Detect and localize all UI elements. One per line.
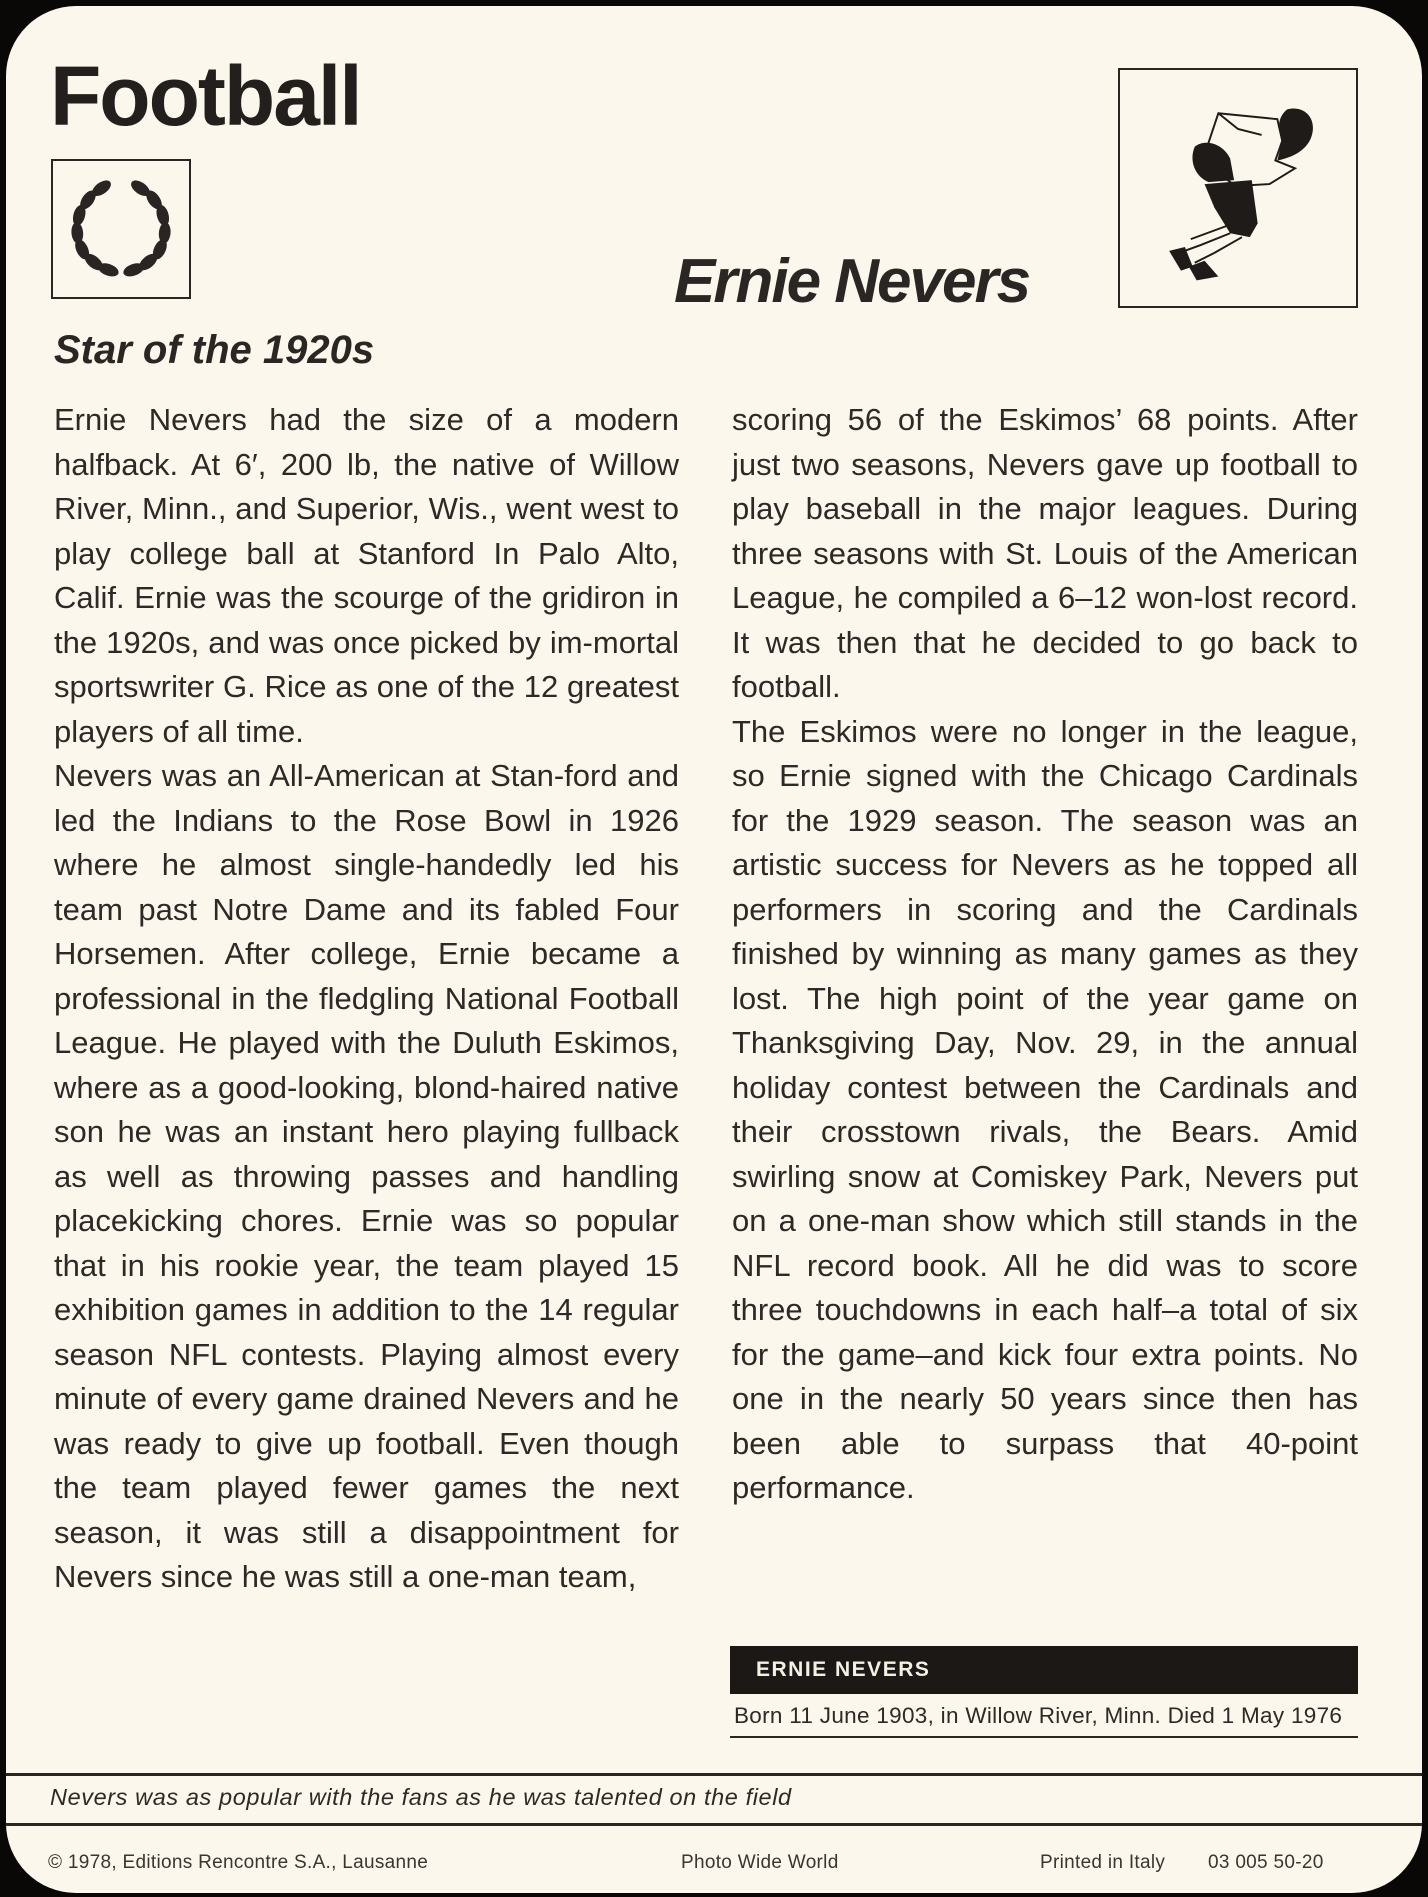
paragraph: Nevers was an All-American at Stan-ford and led the Indians to the Rose Bowl in 1926 where he almost single-handedly led his team past Notre Dame and its fabled Four Horsemen. After college, Ernie became a professional in the fledgling National Football League. He played with the Duluth Eskimos, where as a good-looking, blond-haired native son he was an instant hero playing fullback as well as throwing passes and handling placekicking chores. Ernie was so popular that in his rookie year, the team played 15 exhibition games in addition to the 14 regular season NFL contests. Playing almost every minute of every game drained Nevers and he was ready to give up football. Even though the team played fewer games the next season, it was still a disappointment for Nevers since he was still a one-man team,: [54, 758, 679, 1594]
subtitle: Star of the 1920s: [54, 328, 375, 372]
body-column-left: [54, 398, 679, 1600]
bio-box: [730, 1646, 1358, 1738]
laurel-wreath-icon-graphic: [53, 161, 189, 297]
card-code: 03 005 50-20: [1208, 1852, 1324, 1873]
paragraph: Ernie Nevers had the size of a modern halfback. At 6′, 200 lb, the native of Willow River, Minn., and Superior, Wis., went west to play college ball at Stanford In Palo Alto, Calif. Ernie was the scourge of the gridiron in the 1920s, and was once picked by im-mortal sportswriter G. Rice as one of the 12 greatest players of all time.: [54, 402, 679, 749]
sport-title: Football: [50, 49, 361, 143]
copyright-notice: © 1978, Editions Rencontre S.A., Lausanne: [48, 1852, 429, 1873]
football-player-figure-icon: [1118, 68, 1358, 308]
trading-card: [6, 6, 1422, 1893]
player-name: Ernie Nevers: [674, 247, 1030, 316]
football-player-figure-graphic: [1120, 70, 1356, 306]
divider: [6, 1773, 1422, 1776]
photo-credit: Photo Wide World: [681, 1852, 839, 1873]
paragraph: The Eskimos were no longer in the league, so Ernie signed with the Chicago Cardinals for the 1929 season. The season was an artistic success for Nevers as he topped all performers in scoring and the Cardinals finished by winning as many games as they lost. The high point of the year game on Thanksgiving Day, Nov. 29, in the annual holiday contest between the Cardinals and their crosstown rivals, the Bears. Amid swirling snow at Comiskey Park, Nevers put on a one-man show which still stands in the NFL record book. All he did was to score three touchdowns in each half–a total of six for the game–and kick four extra points. No one in the nearly 50 years since then has been able to surpass that 40-point performance.: [732, 713, 1358, 1505]
printed-in: Printed in Italy: [1040, 1852, 1166, 1873]
photo-caption: Nevers was as popular with the fans as he was talented on the field: [50, 1784, 792, 1810]
bio-header: ERNIE NEVERS: [730, 1646, 1358, 1694]
divider: [6, 1823, 1422, 1826]
bio-text: Born 11 June 1903, in Willow River, Minn. Died 1 May 1976: [730, 1694, 1358, 1738]
laurel-wreath-icon: [51, 159, 191, 299]
body-column-right: [732, 398, 1358, 1511]
paragraph: scoring 56 of the Eskimos’ 68 points. After just two seasons, Nevers gave up football to play baseball in the major leagues. During three seasons with St. Louis of the American League, he compiled a 6–12 won-lost record. It was then that he decided to go back to football.: [732, 402, 1358, 704]
